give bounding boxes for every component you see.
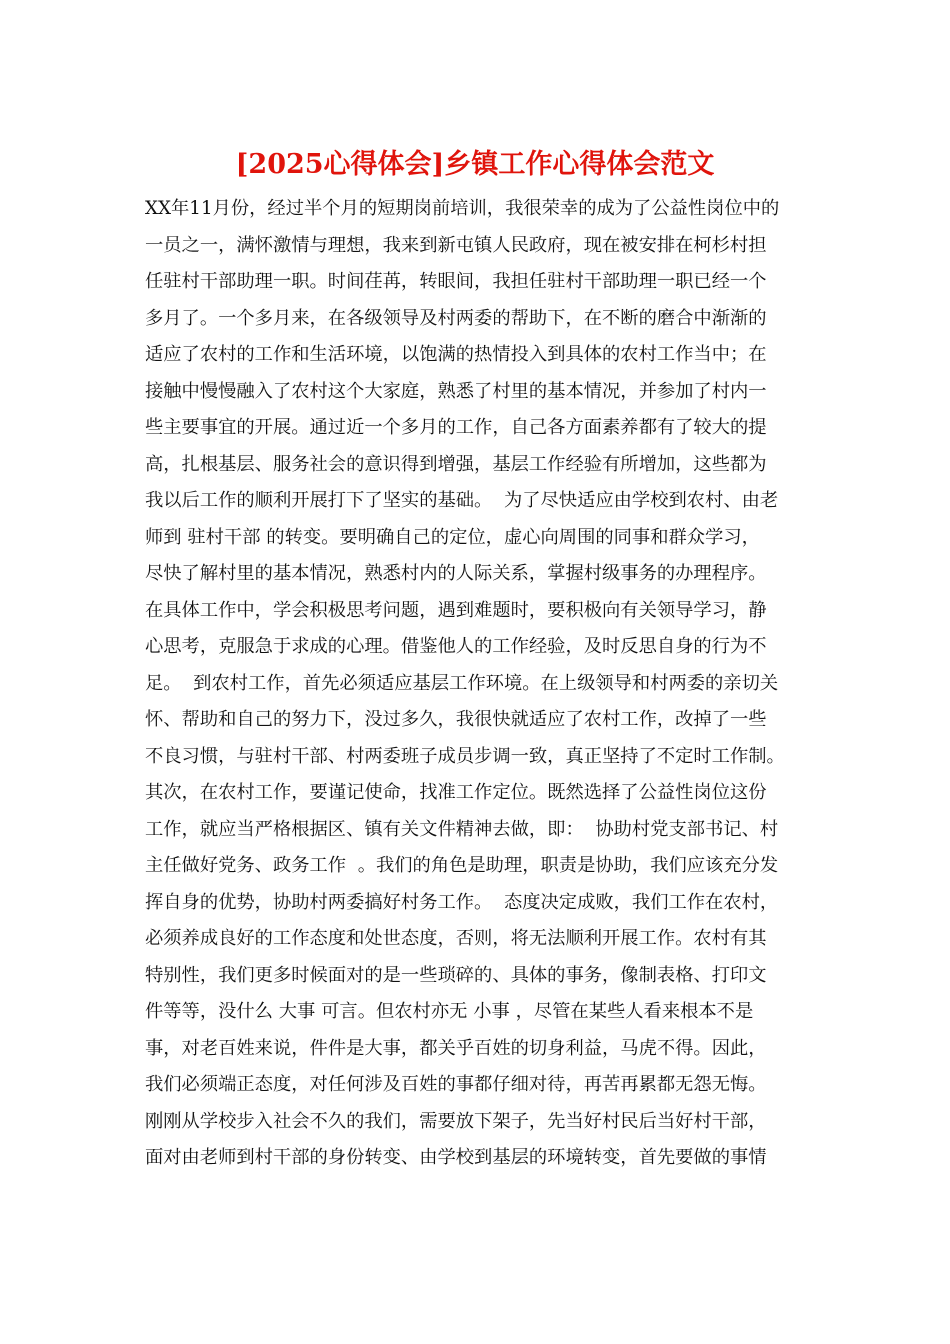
document-title: [2025心得体会]乡镇工作心得体会范文 bbox=[235, 149, 715, 180]
body-text-line: 尽快了解村里的基本情况，熟悉村内的人际关系，掌握村级事务的办理程序。 bbox=[145, 563, 767, 584]
document-body bbox=[145, 191, 815, 1177]
body-text-line: 事，对老百姓来说，件件是大事，都关乎百姓的切身利益，马虎不得。因此， bbox=[145, 1037, 767, 1059]
body-text-line: 特别性，我们更多时候面对的是一些琐碎的、具体的事务，像制表格、打印文 bbox=[145, 964, 767, 986]
body-text-line: 高，扎根基层、服务社会的意识得到增强，基层工作经验有所增加，这些都为 bbox=[145, 453, 767, 475]
body-text-line: 一员之一，满怀激情与理想，我来到新屯镇人民政府，现在被安排在柯杉村担 bbox=[145, 234, 767, 256]
body-text-line: 其次，在农村工作，要谨记使命，找准工作定位。既然选择了公益性岗位这份 bbox=[145, 782, 767, 803]
body-text-line: 工作，就应当严格根据区、镇有关文件精神去做，即： 协助村党支部书记、村 bbox=[145, 818, 779, 840]
body-text-line: 我以后工作的顺利开展打下了坚实的基础。 为了尽快适应由学校到农村、由老 bbox=[145, 490, 779, 511]
body-text-line: 适应了农村的工作和生活环境，以饱满的热情投入到具体的农村工作当中；在 bbox=[145, 344, 767, 365]
body-text-line: 主任做好党务、政务工作 。我们的角色是助理，职责是协助，我们应该充分发 bbox=[145, 855, 779, 876]
body-text-line: 在具体工作中，学会积极思考问题，遇到难题时，要积极向有关领导学习，静 bbox=[145, 599, 767, 621]
body-text-line: 多月了。一个多月来，在各级领导及村两委的帮助下，在不断的磨合中渐渐的 bbox=[145, 307, 767, 329]
body-text-line: 师到 驻村干部 的转变。要明确自己的定位，虚心向周围的同事和群众学习， bbox=[145, 526, 760, 548]
body-text-line: 怀、帮助和自己的努力下，没过多久，我很快就适应了农村工作，改掉了一些 bbox=[145, 709, 767, 730]
body-text-line: 面对由老师到村干部的身份转变、由学校到基层的环境转变，首先要做的事情 bbox=[145, 1147, 767, 1168]
body-text-line: 任驻村干部助理一职。时间荏苒，转眼间，我担任驻村干部助理一职已经一个 bbox=[145, 271, 767, 292]
body-text-line: 不良习惯，与驻村干部、村两委班子成员步调一致，真正坚持了不定时工作制。 bbox=[145, 745, 785, 767]
body-text-line: 必须养成良好的工作态度和处世态度，否则，将无法顺利开展工作。农村有其 bbox=[145, 928, 767, 949]
body-text-line: 刚刚从学校步入社会不久的我们，需要放下架子，先当好村民后当好村干部， bbox=[145, 1110, 767, 1132]
body-text-line: 我们必须端正态度，对任何涉及百姓的事都仔细对待，再苦再累都无怨无悔。 bbox=[145, 1074, 767, 1095]
body-text-line: 件等等，没什么 大事 可言。但农村亦无 小事 ，尽管在某些人看来根本不是 bbox=[145, 1001, 754, 1022]
body-text-line: 些主要事宜的开展。通过近一个多月的工作，自己各方面素养都有了较大的提 bbox=[145, 417, 767, 438]
body-text-line: 挥自身的优势，协助村两委搞好村务工作。 态度决定成败，我们工作在农村， bbox=[145, 891, 779, 913]
body-text-line: 接触中慢慢融入了农村这个大家庭，熟悉了村里的基本情况，并参加了村内一 bbox=[145, 380, 767, 402]
body-text-line: XX年11月份，经过半个月的短期岗前培训，我很荣幸的成为了公益性岗位中的 bbox=[145, 198, 780, 219]
body-text-line: 足。 到农村工作，首先必须适应基层工作环境。在上级领导和村两委的亲切关 bbox=[145, 672, 779, 694]
body-text-line: 心思考，克服急于求成的心理。借鉴他人的工作经验，及时反思自身的行为不 bbox=[145, 636, 767, 657]
